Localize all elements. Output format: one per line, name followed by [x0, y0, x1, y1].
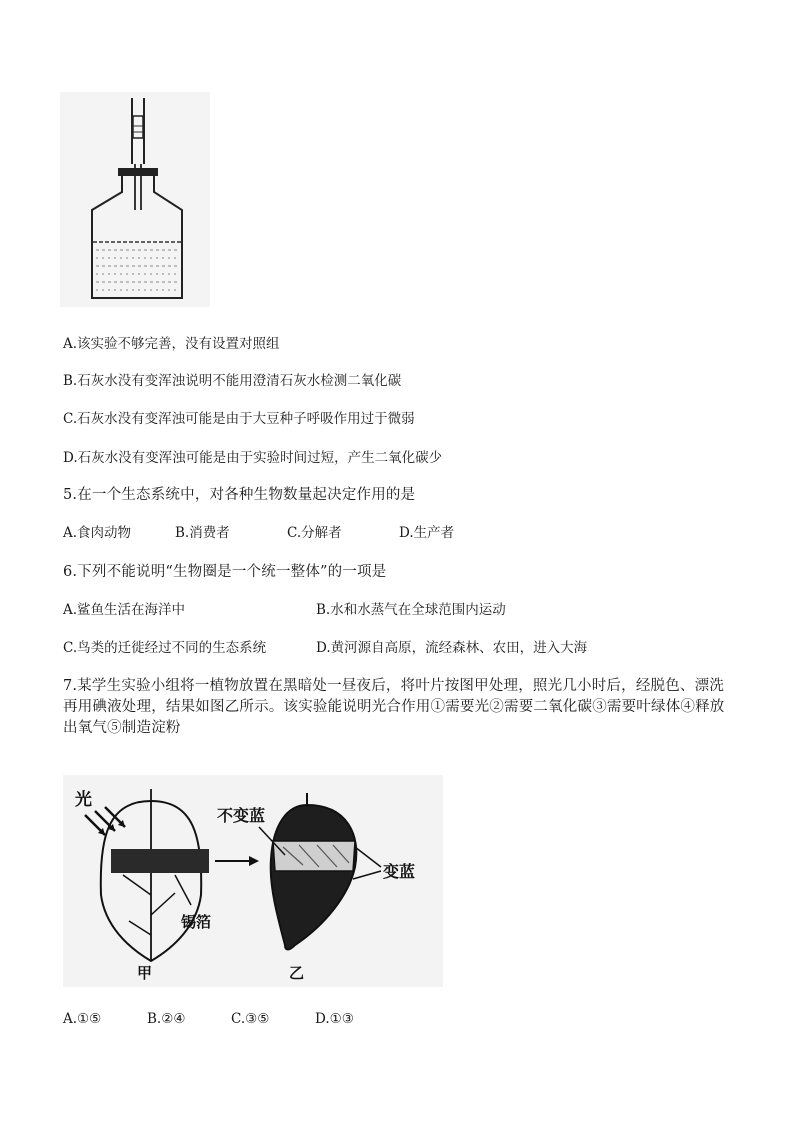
q5-option-c: C.分解者	[287, 525, 342, 541]
foil-label: 锡箔	[181, 913, 212, 931]
q7-option-b: B.②④	[147, 1011, 186, 1027]
q7-stem: 7.某学生实验小组将一植物放置在黑暗处一昼夜后，将叶片按图甲处理，照光几小时后，经脱色、漂洗再用碘液处理，结果如图乙所示。该实验能说明光合作用①需要光②需要二氧化碳③需要叶绿体④释放出氧气⑤制造淀粉	[63, 678, 725, 736]
q7-option-c: C.③⑤	[231, 1011, 270, 1027]
light-label: 光	[75, 790, 92, 810]
q4-option-c: C.石灰水没有变浑浊可能是由于大豆种子呼吸作用过于微弱	[63, 411, 415, 427]
q4-option-d: D.石灰水没有变浑浊可能是由于实验时间过短，产生二氧化碳少	[63, 450, 443, 466]
q5-option-b: B.消费者	[175, 525, 230, 541]
bottle-apparatus-figure	[60, 92, 210, 307]
no-blue-label: 不变蓝	[217, 806, 266, 825]
blue-label: 变蓝	[383, 862, 416, 881]
q6-option-b: B.水和水蒸气在全球范围内运动	[316, 602, 506, 618]
q6-option-c: C.鸟类的迁徙经过不同的生态系统	[63, 640, 267, 656]
q6-option-a: A.鲨鱼生活在海洋中	[63, 602, 186, 618]
leaf-experiment-figure	[63, 775, 443, 987]
q5-option-d: D.生产者	[399, 525, 455, 541]
q5-stem: 5.在一个生态系统中，对各种生物数量起决定作用的是	[63, 487, 416, 503]
q7-option-a: A.①⑤	[63, 1011, 102, 1027]
q4-option-a: A.该实验不够完善，没有设置对照组	[63, 336, 280, 352]
q6-option-d: D.黄河源自高原，流经森林、农田，进入大海	[316, 640, 588, 656]
q5-option-a: A.食肉动物	[63, 525, 132, 541]
q4-option-b: B.石灰水没有变浑浊说明不能用澄清石灰水检测二氧化碳	[63, 373, 402, 389]
yi-label: 乙	[289, 964, 305, 982]
q7-option-d: D.①③	[315, 1011, 354, 1027]
jia-label: 甲	[137, 964, 153, 982]
q6-stem: 6.下列不能说明“生物圈是一个统一整体”的一项是	[63, 564, 387, 580]
